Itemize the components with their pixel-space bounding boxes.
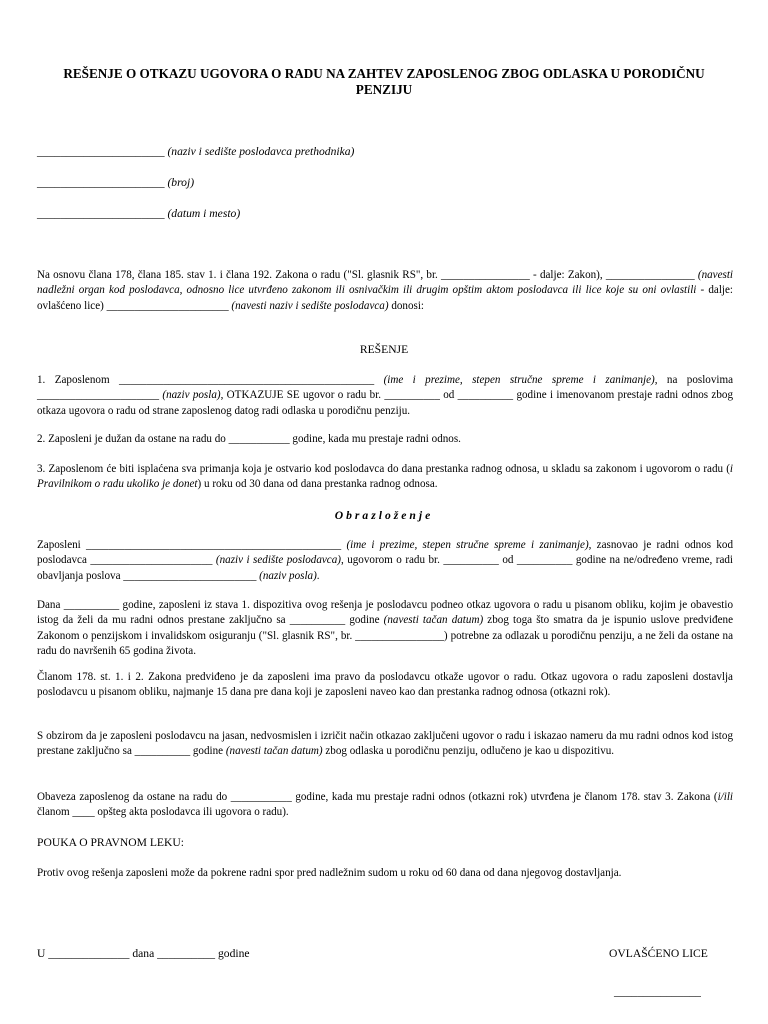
blank-line: ______________________ (37, 145, 165, 158)
reasoning-paragraph-1: Zaposleni ______________________________________________ (ime i prezime, stepen stručne spreme i zanimanje), zasnovao je radni odnos kod poslodavca ______________________ (naziv i sedište poslodavca), ugovorom o radu br. __________ od __________ godine na ne/određeno vreme, radi obavljanja poslova ________________________ (naziv posla). (37, 539, 733, 582)
pouka-heading: POUKA O PRAVNOM LEKU: (37, 836, 184, 849)
field-label: (naziv i sedište poslodavca prethodnika) (167, 145, 355, 158)
item-2: 2. Zaposleni je dužan da ostane na radu do ___________ godine, kada mu prestaje radni odnos. (37, 433, 461, 445)
reasoning-paragraph-5: Obaveza zaposlenog da ostane na radu do ___________ godine, kada mu prestaje radni odnos (otkazni rok) utvrđena je članom 178. stav 3. Zakona (i/ili članom ____ opšteg akta poslodavca ili ugovora o radu). (37, 791, 733, 819)
item-3: 3. Zaposlenom će biti isplaćena sva primanja koja je ostvario kod poslodavca do dana prestanka radnog odnosa, u skladu sa zakonom i ugovorom o radu (i Pravilnikom o radu ukoliko je donet) u roku od 30 dana od dana prestanka radnog odnosa. (37, 463, 733, 491)
blank-line: ______________________ (37, 176, 165, 189)
reasoning-paragraph-4: S obzirom da je zaposleni poslodavcu na jasan, nedvosmislen i izričit način otkazao zaključeni ugovor o radu i iskazao nameru da mu radni odnos kod istog prestane zaključno sa __________ godine (navesti tačan datum) zbog odlaska u porodičnu penziju, odlučeno je kao u dispozitivu. (37, 730, 733, 758)
header-field-date-place (37, 207, 240, 220)
header-field-number (37, 176, 194, 189)
signature-line: _______________ (614, 985, 701, 998)
item-1: 1. Zaposlenom ______________________________________________ (ime i prezime, stepen stručne spreme i zanimanje), na poslovima ______________________ (naziv posla), OTKAZUJE SE ugovor o radu br. __________ od __________ godine i imenovanom prestaje radni odnos zbog otkaza ugovora o radu od strane zaposlenog datog radi odlaska u porodičnu penziju. (37, 374, 734, 417)
signatory-label: OVLAŠĆENO LICE (609, 947, 708, 960)
obrazlozenje-heading: Obrazloženje (334, 509, 434, 522)
reasoning-paragraph-3: Članom 178. st. 1. i 2. Zakona predviđeno je da zaposleni ima pravo da poslodavcu otkaže ugovor o radu. Otkaz ugovora o radu zaposleni dostavlja poslodavcu u pisanom obliku, najmanje 15 dana pre dana koji je zaposleni naveo kao dan prestanka radnog odnosa (otkazni rok). (37, 671, 733, 699)
header-field-employer (37, 145, 354, 158)
intro-paragraph: Na osnovu člana 178, člana 185. stav 1. i člana 192. Zakona o radu ("Sl. glasnik RS", br. ________________ - dalje: Zakon), ________________ (navesti nadležni organ kod poslodavca, odnosno lice utvrđeno zakonom ili osnivačkim ili drugim opštim aktom poslodavca ili lice koje su oni ovlastili - dalje: ovlašćeno lice) ______________________ (navesti naziv i sedište poslodavca) donosi: (37, 269, 733, 312)
blank-line: ______________________ (37, 207, 165, 220)
field-label: (broj) (167, 176, 195, 189)
resenje-heading: REŠENJE (359, 343, 409, 356)
document-title: REŠENJE O OTKAZU UGOVORA O RADU NA ZAHTEV ZAPOSLENOG ZBOG ODLASKA U PORODIČNU PENZIJU (63, 66, 705, 97)
pouka-text: Protiv ovog rešenja zaposleni može da pokrene radni spor pred nadležnim sudom u roku od 60 dana od dana njegovog dostavljanja. (37, 867, 622, 879)
field-label: (datum i mesto) (167, 207, 241, 220)
reasoning-paragraph-2: Dana __________ godine, zaposleni iz stava 1. dispozitiva ovog rešenja je poslodavcu podneo otkaz ugovora o radu u pisanom obliku, kojim je obavestio istog da želi da mu radni odnos prestane zaključno sa __________ godine (navesti tačan datum) zbog toga što smatra da je ispunio uslove predviđene Zakonom o penzijskom i invalidskom osiguranju ("Sl. glasnik RS", br. ________________) potrebne za odlazak u porodičnu penziju, a ne želi da ostane na radu do navršenih 65 godina života. (37, 599, 733, 657)
place-date-line: U ______________ dana __________ godine (37, 947, 250, 960)
